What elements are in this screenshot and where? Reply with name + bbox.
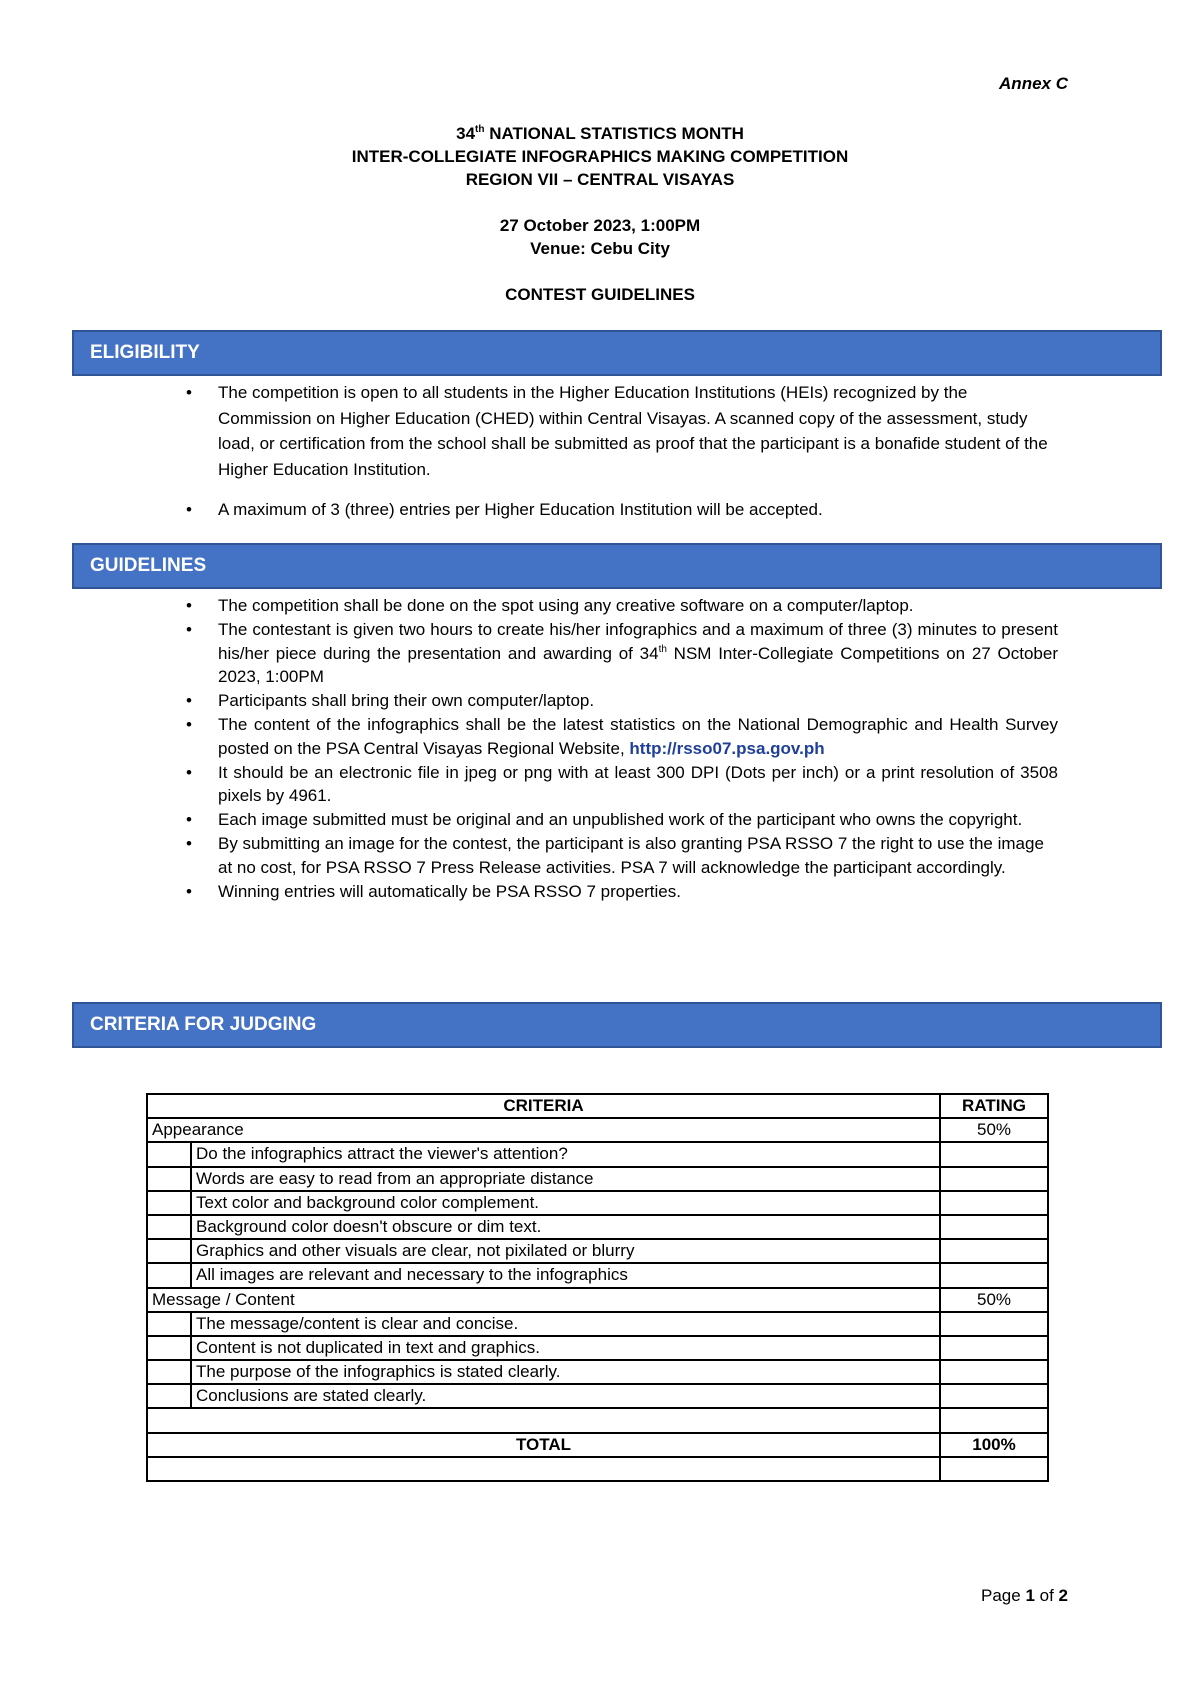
event-title-line1: 34th NATIONAL STATISTICS MONTH [456, 124, 744, 143]
list-item: • The content of the infographics shall be the latest statistics on the National Demographic and Health Survey posted on the PSA Central Visayas Regional Website, http://rsso07.psa.gov.ph [218, 713, 1058, 761]
rating-column-header: RATING [940, 1094, 1048, 1118]
list-item: • Winning entries will automatically be PSA RSSO 7 properties. [218, 880, 1058, 904]
event-title-line3: REGION VII – CENTRAL VISAYAS [465, 170, 735, 189]
table-row: All images are relevant and necessary to the infographics [147, 1263, 1048, 1287]
guidelines-heading: GUIDELINES [72, 543, 1162, 589]
total-row: TOTAL 100% [147, 1433, 1048, 1457]
table-row: Text color and background color complement. [147, 1191, 1048, 1215]
list-item: • It should be an electronic file in jpeg or png with at least 300 DPI (Dots per inch) or a print resolution of 3508 pixels by 4961. [218, 761, 1058, 809]
table-row: Message / Content 50% [147, 1288, 1048, 1312]
list-item: • Each image submitted must be original and an unpublished work of the participant who owns the copyright. [218, 808, 1058, 832]
table-row: Appearance 50% [147, 1118, 1048, 1142]
table-row: Conclusions are stated clearly. [147, 1384, 1048, 1408]
table-row: Words are easy to read from an appropriate distance [147, 1167, 1048, 1191]
table-row: Background color doesn't obscure or dim text. [147, 1215, 1048, 1239]
event-title-line2: INTER-COLLEGIATE INFOGRAPHICS MAKING COMPETITION [351, 147, 849, 166]
eligibility-list [218, 380, 1058, 523]
table-row [147, 1457, 1048, 1481]
event-date: 27 October 2023, 1:00PM [499, 216, 701, 235]
list-item: • The competition is open to all students in the Higher Education Institutions (HEIs) recognized by the Commission on Higher Education (CHED) within Central Visayas. A scanned copy of the assessment, study load, or certification from the school shall be submitted as proof that the participant is a bonafide student of the Higher Education Institution. [218, 380, 1058, 482]
table-header-row [147, 1094, 1048, 1118]
criteria-heading: CRITERIA FOR JUDGING [72, 1002, 1162, 1048]
table-row: Content is not duplicated in text and graphics. [147, 1336, 1048, 1360]
list-item: • By submitting an image for the contest, the participant is also granting PSA RSSO 7 the right to use the image at no cost, for PSA RSSO 7 Press Release activities. PSA 7 will acknowledge the participant accordingly. [218, 832, 1058, 880]
table-row: The purpose of the infographics is stated clearly. [147, 1360, 1048, 1384]
guidelines-list [218, 594, 1058, 903]
table-row: The message/content is clear and concise. [147, 1312, 1048, 1336]
title-block [0, 122, 1200, 306]
list-item: • The competition shall be done on the spot using any creative software on a computer/laptop. [218, 594, 1058, 618]
eligibility-heading: ELIGIBILITY [72, 330, 1162, 376]
table-row: Do the infographics attract the viewer's attention? [147, 1142, 1048, 1166]
list-item: • A maximum of 3 (three) entries per Higher Education Institution will be accepted. [218, 497, 1058, 523]
list-item: • Participants shall bring their own computer/laptop. [218, 689, 1058, 713]
table-row [147, 1408, 1048, 1432]
criteria-table [146, 1093, 1049, 1482]
annex-label: Annex C [999, 74, 1068, 93]
document-title: CONTEST GUIDELINES [505, 285, 695, 304]
criteria-column-header: CRITERIA [147, 1094, 940, 1118]
table-row: Graphics and other visuals are clear, not pixilated or blurry [147, 1239, 1048, 1263]
page-number: Page 1 of 2 [981, 1586, 1068, 1605]
event-venue: Venue: Cebu City [530, 239, 670, 258]
website-link[interactable]: http://rsso07.psa.gov.ph [629, 738, 825, 758]
list-item: • The contestant is given two hours to create his/her infographics and a maximum of three (3) minutes to present his/her piece during the presentation and awarding of 34th NSM Inter-Collegiate Competitions on 27 October 2023, 1:00PM [218, 618, 1058, 689]
